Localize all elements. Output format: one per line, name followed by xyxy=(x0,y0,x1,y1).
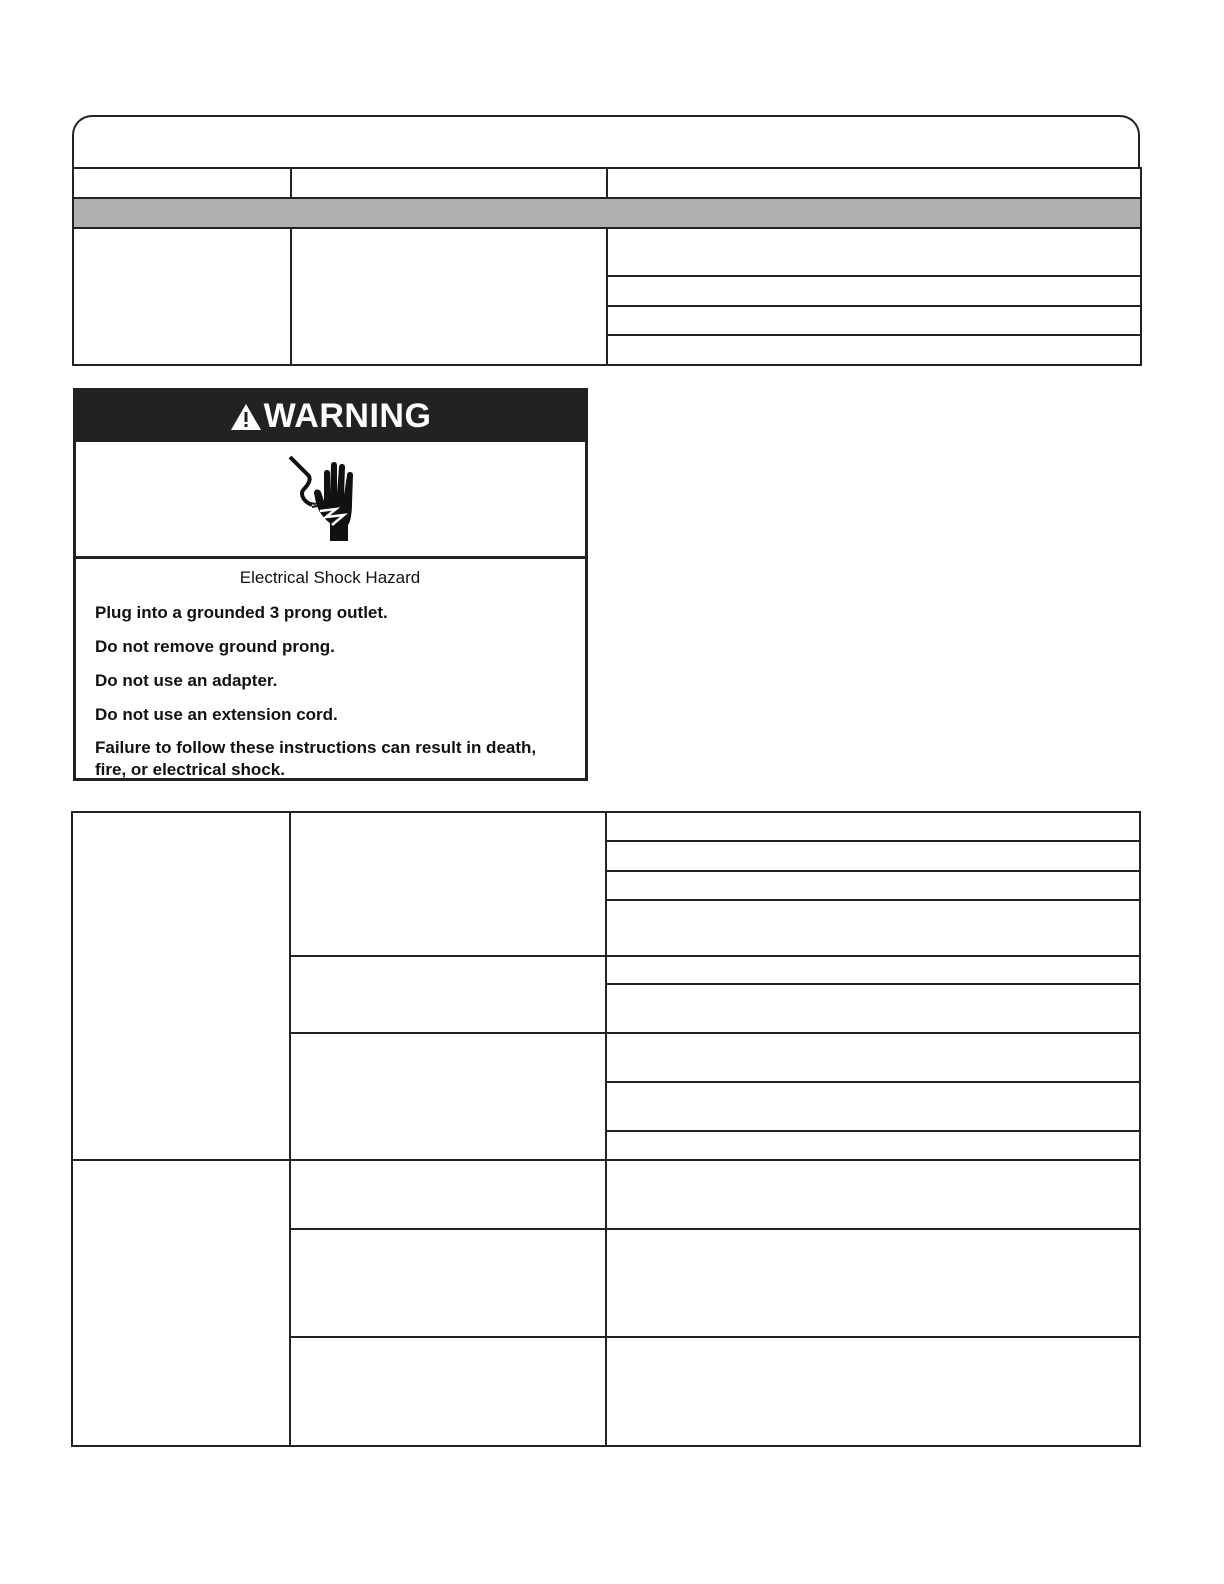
solution-cell xyxy=(606,871,1140,900)
solution-cell xyxy=(606,900,1140,956)
solution-cell xyxy=(606,1033,1140,1082)
cause-cell xyxy=(290,1033,606,1160)
troubleshooting-table-top xyxy=(72,167,1142,366)
electrical-shock-hand-icon xyxy=(286,453,376,545)
solution-cell xyxy=(606,1160,1140,1229)
cause-cell xyxy=(290,956,606,1033)
warning-body xyxy=(76,559,585,781)
cause-cell xyxy=(290,1229,606,1337)
solution-cell xyxy=(606,841,1140,871)
troubleshooting-table-bottom xyxy=(71,811,1141,1447)
solution-cell xyxy=(606,984,1140,1033)
instruction-text: Do not use an adapter. xyxy=(95,671,278,690)
solution-cell xyxy=(606,1082,1140,1131)
solution-cell xyxy=(607,335,1141,365)
cause-cell xyxy=(291,228,607,365)
warning-header xyxy=(76,391,585,442)
section-band xyxy=(73,198,1141,228)
instruction-text: Do not remove ground prong. xyxy=(95,637,335,656)
solution-cell xyxy=(606,1337,1140,1446)
solution-cell xyxy=(606,956,1140,984)
solution-cell xyxy=(607,276,1141,306)
header-cell xyxy=(607,168,1141,198)
header-cell xyxy=(73,168,291,198)
instruction-text: Failure to follow these instructions can result in death, fire, or electrical shock. xyxy=(95,738,537,779)
hazard-title: Electrical Shock Hazard xyxy=(239,568,421,587)
warning-box xyxy=(73,388,588,781)
table-row xyxy=(73,228,1141,276)
table-header-rounded xyxy=(72,115,1140,167)
instruction-text: Plug into a grounded 3 prong outlet. xyxy=(95,603,388,622)
table-row xyxy=(72,812,1140,841)
alert-triangle-icon xyxy=(230,403,262,431)
cause-cell xyxy=(290,1160,606,1229)
solution-cell xyxy=(607,228,1141,276)
problem-cell xyxy=(72,1160,290,1446)
hazard-icon-area xyxy=(76,442,585,559)
table-row xyxy=(72,1160,1140,1229)
cause-cell xyxy=(290,812,606,956)
solution-cell xyxy=(607,306,1141,335)
solution-cell xyxy=(606,1229,1140,1337)
solution-cell xyxy=(606,1131,1140,1160)
solution-cell xyxy=(606,812,1140,841)
problem-cell xyxy=(72,812,290,1160)
header-cell xyxy=(291,168,607,198)
warning-title: WARNING xyxy=(263,397,432,435)
table-header-row xyxy=(73,168,1141,198)
cause-cell xyxy=(290,1337,606,1446)
problem-cell xyxy=(73,228,291,365)
instruction-text: Do not use an extension cord. xyxy=(95,705,338,724)
